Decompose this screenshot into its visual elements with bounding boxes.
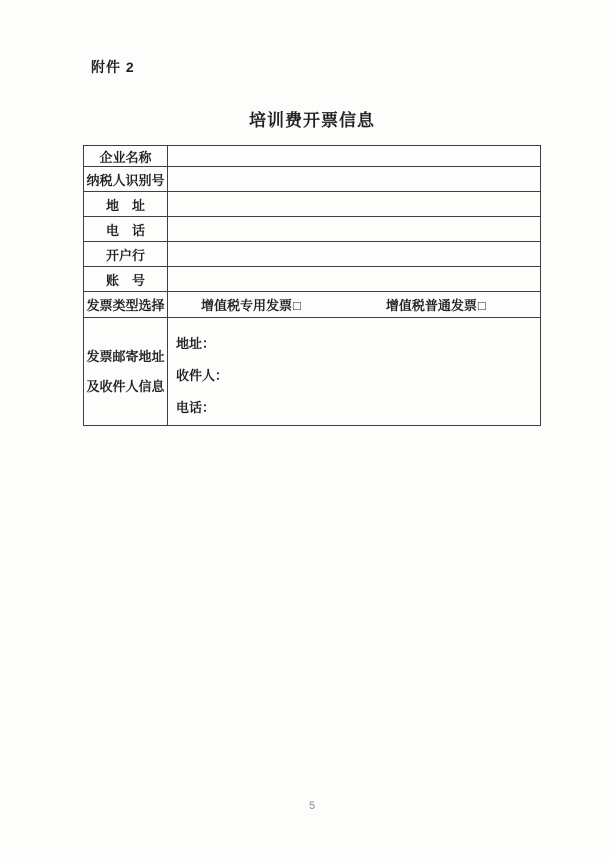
phone-value	[168, 217, 541, 242]
address-value	[168, 192, 541, 217]
bank-label: 开户行	[84, 242, 168, 267]
table-row-account-number	[84, 267, 541, 292]
company-name-value	[168, 146, 541, 167]
table-row-invoice-type	[84, 292, 541, 318]
company-name-label: 企业名称	[84, 146, 168, 167]
option-vat-ordinary	[386, 295, 486, 314]
vat-ordinary-checkbox-icon: □	[477, 298, 486, 313]
mailing-info-label-line2: 及收件人信息	[86, 378, 165, 394]
table-row-phone	[84, 217, 541, 242]
page-number: 5	[308, 800, 316, 812]
mail-address-field: 地址：	[176, 335, 216, 351]
table-row-taxpayer-id	[84, 167, 541, 192]
mail-recipient-field: 收件人：	[176, 367, 229, 383]
bank-value	[168, 242, 541, 267]
account-number-value	[168, 267, 541, 292]
account-number-label: 账 号	[84, 267, 168, 292]
mail-phone-field: 电话：	[176, 399, 216, 415]
option-vat-special	[201, 295, 301, 314]
option-vat-ordinary-text: 增值税普通发票	[385, 298, 477, 313]
invoice-type-options	[168, 292, 541, 318]
invoice-type-label: 发票类型选择	[84, 292, 168, 318]
invoice-info-table	[83, 145, 541, 426]
address-label: 地 址	[84, 192, 168, 217]
table-row-company-name	[84, 146, 541, 167]
phone-label: 电 话	[84, 217, 168, 242]
mailing-info-label	[84, 318, 168, 426]
table-row-mailing-info	[84, 318, 541, 426]
attachment-label: 附件 2	[91, 59, 135, 75]
mailing-info-label-line1: 发票邮寄地址	[86, 348, 165, 364]
taxpayer-id-label: 纳税人识别号	[84, 167, 168, 192]
mailing-info-fields	[168, 318, 541, 426]
taxpayer-id-value	[168, 167, 541, 192]
table-row-address	[84, 192, 541, 217]
vat-special-checkbox-icon: □	[293, 298, 301, 313]
table-row-bank	[84, 242, 541, 267]
page-title: 培训费开票信息	[249, 111, 375, 130]
option-vat-special-text: 增值税专用发票	[201, 298, 293, 313]
